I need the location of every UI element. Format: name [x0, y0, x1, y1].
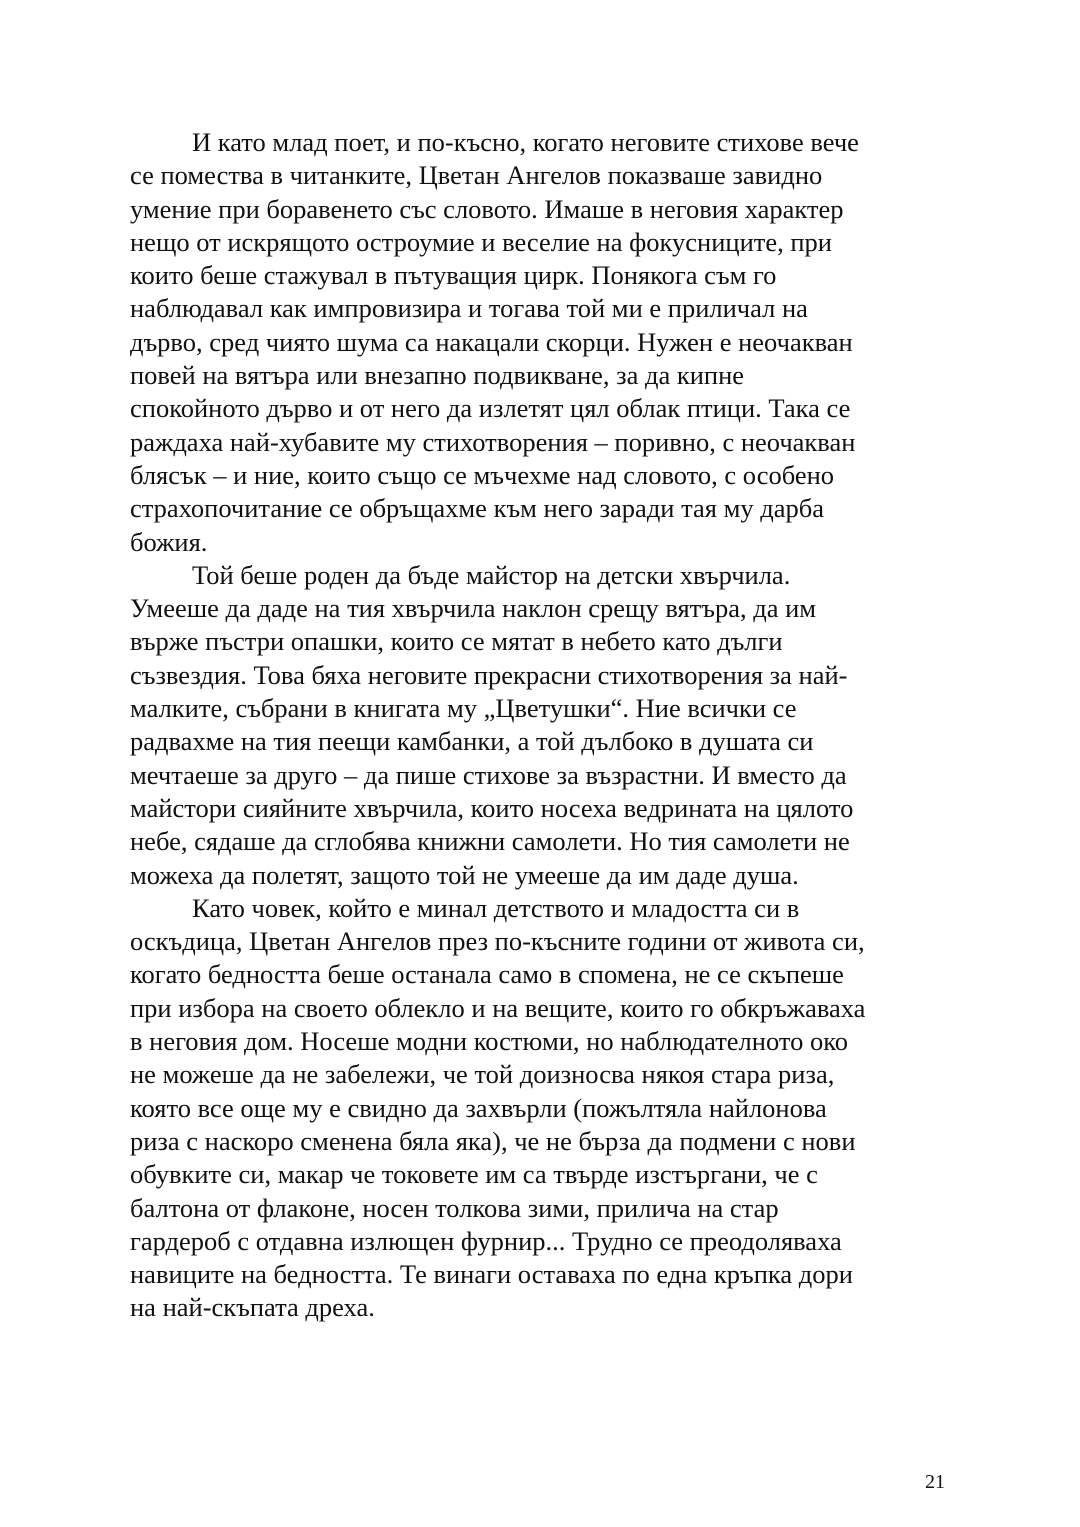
- text-line: която все още му е свидно да захвърли (пожълтяла найлонова: [130, 1092, 827, 1123]
- body-text: [130, 126, 945, 1325]
- paragraph-first-line: Като човек, който е минал детството и младостта си в: [192, 892, 800, 923]
- text-line: наблюдавал как импровизира и тогава той ми е приличал на: [130, 293, 808, 324]
- text-line: когато бедността беше останала само в спомена, не се скъпеше: [130, 959, 844, 990]
- text-line: нещо от искрящото остроумие и веселие на фокусниците, при: [130, 226, 832, 257]
- page-number: 21: [925, 1471, 945, 1493]
- text-line: балтона от флаконе, носен толкова зими, прилича на стар: [130, 1192, 779, 1223]
- paragraph-first-line: И като млад поет, и по-късно, когато неговите стихове вече: [192, 127, 859, 157]
- text-line: божия.: [130, 526, 208, 557]
- paragraph-first-line: Той беше роден да бъде майстор на детски хвърчила.: [192, 559, 791, 590]
- text-line: Умееше да даде на тия хвърчила наклон срещу вятъра, да им: [130, 593, 817, 624]
- text-line: страхопочитание се обръщахме към него заради тая му дарба: [130, 493, 824, 524]
- text-line: блясък – и ние, които също се мъчехме над словото, с особено: [130, 459, 835, 490]
- text-line: спокойното дърво и от него да излетят цял облак птици. Така се: [130, 393, 851, 424]
- text-line: при избора на своето облекло и на вещите, които го обкръжаваха: [130, 992, 866, 1023]
- text-line: умение при боравенето със словото. Имаше в неговия характер: [130, 193, 844, 224]
- text-line: малките, събрани в книгата му „Цветушки“. Ние всички се: [130, 693, 797, 724]
- text-line: радвахме на тия пеещи камбанки, а той дълбоко в душата си: [130, 726, 814, 757]
- text-line: повей на вятъра или внезапно подвикване, за да кипне: [130, 360, 745, 391]
- text-line: върже пъстри опашки, които се мятат в небето като дълги: [130, 626, 783, 657]
- text-line: не можеше да не забележи, че той доизносва някоя стара риза,: [130, 1059, 835, 1090]
- text-line: раждаха най-хубавите му стихотворения – поривно, с неочакван: [130, 426, 856, 457]
- text-line: небе, сядаше да сглобява книжни самолети. Но тия самолети не: [130, 826, 850, 857]
- text-line: съзвездия. Това бяха неговите прекрасни стихотворения за най-: [130, 659, 848, 690]
- text-line: оскъдица, Цветан Ангелов през по-късните години от живота си,: [130, 926, 865, 957]
- text-line: дърво, сред чиято шума са накацали скорци. Нужен е неочакван: [130, 326, 853, 357]
- text-line: в неговия дом. Носеше модни костюми, но наблюдателното око: [130, 1026, 848, 1057]
- text-line: мечтаеше за друго – да пише стихове за възрастни. И вместо да: [130, 759, 847, 790]
- text-line: навиците на бедността. Те винаги оставаха по една кръпка дори: [130, 1259, 853, 1290]
- text-line: майстори сияйните хвърчила, които носеха ведрината на цялото: [130, 792, 854, 823]
- text-line: риза с наскоро сменена бяла яка), че не бърза да подмени с нови: [130, 1125, 856, 1156]
- text-line: които беше стажувал в пътуващия цирк. Понякога съм го: [130, 260, 777, 291]
- text-line: можеха да полетят, защото той не умееше да им даде душа.: [130, 859, 799, 890]
- text-line: обувките си, макар че токовете им са твърде изстъргани, че с: [130, 1159, 818, 1190]
- text-line: се помества в читанките, Цветан Ангелов показваше завидно: [130, 160, 823, 191]
- text-line: гардероб с отдавна излющен фурнир... Трудно се преодоляваха: [130, 1225, 842, 1256]
- text-line: на най-скъпата дреха.: [130, 1292, 375, 1323]
